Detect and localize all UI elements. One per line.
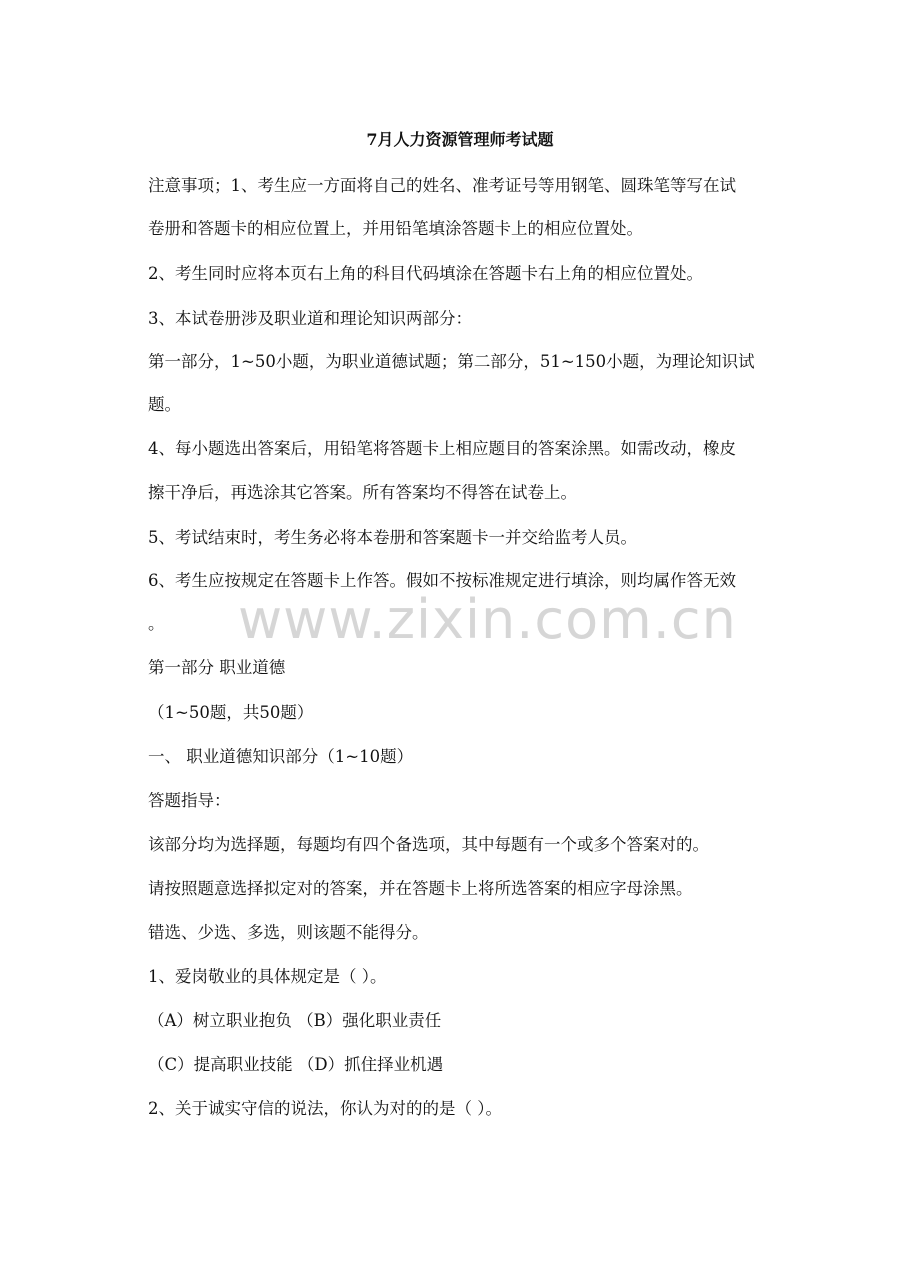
subsection-heading: 一、 职业道德知识部分（1~10题） — [148, 747, 414, 766]
notice-line-3: 2、考生同时应将本页右上角的科目代码填涂在答题卡右上角的相应位置处。 — [148, 264, 703, 283]
notice-line-6: 题。 — [148, 395, 181, 414]
notice-line-2: 卷册和答题卡的相应位置上，并用铅笔填涂答题卡上的相应位置处。 — [148, 219, 643, 238]
guidance-line-2: 请按照题意选择拟定对的答案，并在答题卡上将所选答案的相应字母涂黑。 — [148, 879, 693, 898]
guidance-heading: 答题指导： — [148, 791, 231, 810]
notice-line-10: 6、考生应按规定在答题卡上作答。假如不按标准规定进行填涂，则均属作答无效 — [148, 571, 736, 590]
section-range: （1~50题，共50题） — [148, 703, 314, 722]
watermark: www.zixin.com.cn — [238, 588, 737, 651]
notice-line-1: 注意事项；1、考生应一方面将自己的姓名、准考证号等用钢笔、圆珠笔等写在试 — [148, 176, 736, 195]
question-2: 2、关于诚实守信的说法，你认为对的的是（ ）。 — [148, 1099, 502, 1118]
question-1: 1、爱岗敬业的具体规定是（ ）。 — [148, 967, 387, 986]
notice-line-5: 第一部分，1~50小题，为职业道德试题；第二部分，51~150小题，为理论知识试 — [148, 352, 755, 371]
question-1-options-ab: （A）树立职业抱负 （B）强化职业责任 — [148, 1011, 442, 1030]
guidance-line-3: 错选、少选、多选，则该题不能得分。 — [148, 923, 429, 942]
notice-line-8: 擦干净后，再选涂其它答案。所有答案均不得答在试卷上。 — [148, 483, 577, 502]
notice-line-11: 。 — [148, 614, 165, 633]
notice-line-4: 3、本试卷册涉及职业道和理论知识两部分： — [148, 309, 472, 328]
question-1-options-cd: （C）提高职业技能 （D）抓住择业机遇 — [148, 1055, 444, 1074]
section-heading: 第一部分 职业道德 — [148, 658, 286, 677]
guidance-line-1: 该部分均为选择题，每题均有四个备选项，其中每题有一个或多个答案对的。 — [148, 835, 709, 854]
notice-line-9: 5、考试结束时，考生务必将本卷册和答案题卡一并交给监考人员。 — [148, 528, 637, 547]
notice-line-7: 4、每小题选出答案后，用铅笔将答题卡上相应题目的答案涂黑。如需改动，橡皮 — [148, 439, 736, 458]
document-title: 7月人力资源管理师考试题 — [366, 130, 554, 149]
